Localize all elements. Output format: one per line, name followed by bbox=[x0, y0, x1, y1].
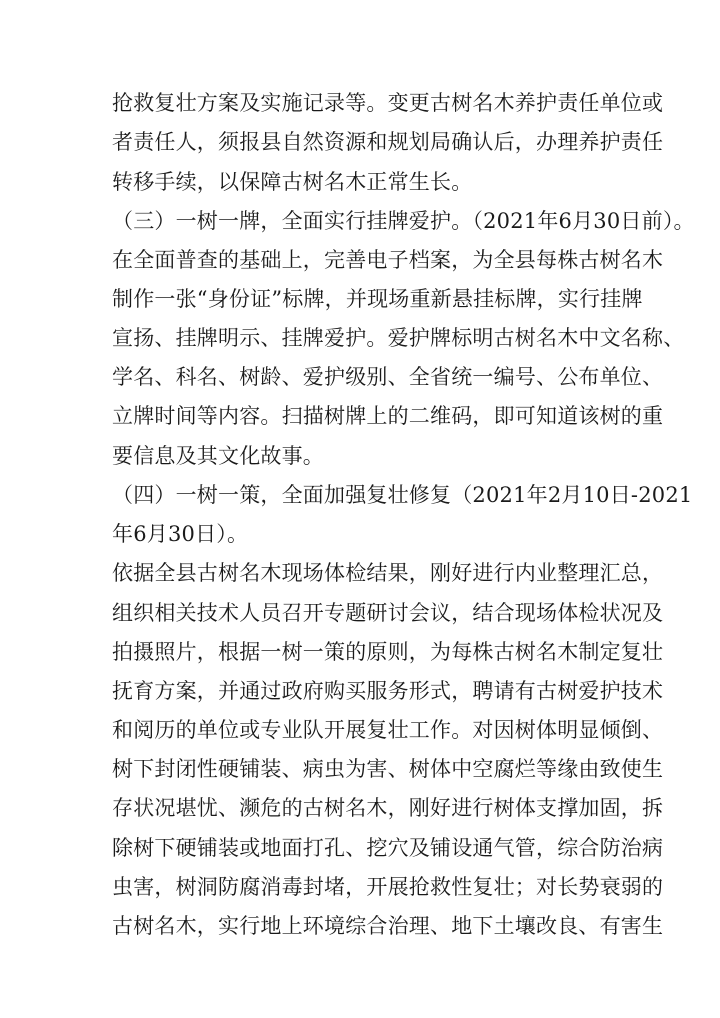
text-line: 树下封闭性硬铺装、病虫为害、树体中空腐烂等缘由致使生 bbox=[112, 757, 664, 781]
text-line: 要信息及其文化故事。 bbox=[112, 444, 324, 468]
text-line: 拍摄照片，根据一树一策的原则，为每株古树名木制定复壮 bbox=[112, 640, 664, 664]
text-line: （三）一树一牌，全面实行挂牌爱护。（2021年6月30日前）。 bbox=[112, 209, 695, 233]
text-line: 在全面普查的基础上，完善电子档案，为全县每株古树名木 bbox=[112, 248, 664, 272]
text-line: 制作一张“身份证”标牌，并现场重新悬挂标牌，实行挂牌 bbox=[112, 287, 643, 311]
text-line: 虫害，树洞防腐消毒封堵，开展抢救性复壮；对长势衰弱的 bbox=[112, 875, 664, 899]
text-line: 学名、科名、树龄、爱护级别、全省统一编号、公布单位、 bbox=[112, 365, 664, 389]
text-line: 立牌时间等内容。扫描树牌上的二维码，即可知道该树的重 bbox=[112, 404, 664, 428]
text-line: 者责任人，须报县自然资源和规划局确认后，办理养护责任 bbox=[112, 130, 664, 154]
text-line: （四）一树一策，全面加强复壮修复（2021年2月10日-2021 bbox=[112, 483, 693, 507]
text-line: 抢救复壮方案及实施记录等。变更古树名木养护责任单位或 bbox=[112, 91, 664, 115]
text-line: 古树名木，实行地上环境综合治理、地下土壤改良、有害生 bbox=[112, 914, 664, 938]
text-line: 组织相关技术人员召开专题研讨会议，结合现场体检状况及 bbox=[112, 601, 664, 625]
text-line: 年6月30日）。 bbox=[112, 522, 249, 546]
text-line: 宣扬、挂牌明示、挂牌爱护。爱护牌标明古树名木中文名称、 bbox=[112, 326, 685, 350]
text-line: 转移手续，以保障古树名木正常生长。 bbox=[112, 170, 473, 194]
text-line: 除树下硬铺装或地面打孔、挖穴及铺设通气管，综合防治病 bbox=[112, 836, 664, 860]
text-line: 和阅历的单位或专业队开展复壮工作。对因树体明显倾倒、 bbox=[112, 718, 664, 742]
text-line: 存状况堪忧、濒危的古树名木，刚好进行树体支撑加固，拆 bbox=[112, 796, 664, 820]
text-line: 依据全县古树名木现场体检结果，刚好进行内业整理汇总， bbox=[112, 561, 664, 585]
text-line: 抚育方案，并通过政府购买服务形式，聘请有古树爱护技术 bbox=[112, 679, 664, 703]
